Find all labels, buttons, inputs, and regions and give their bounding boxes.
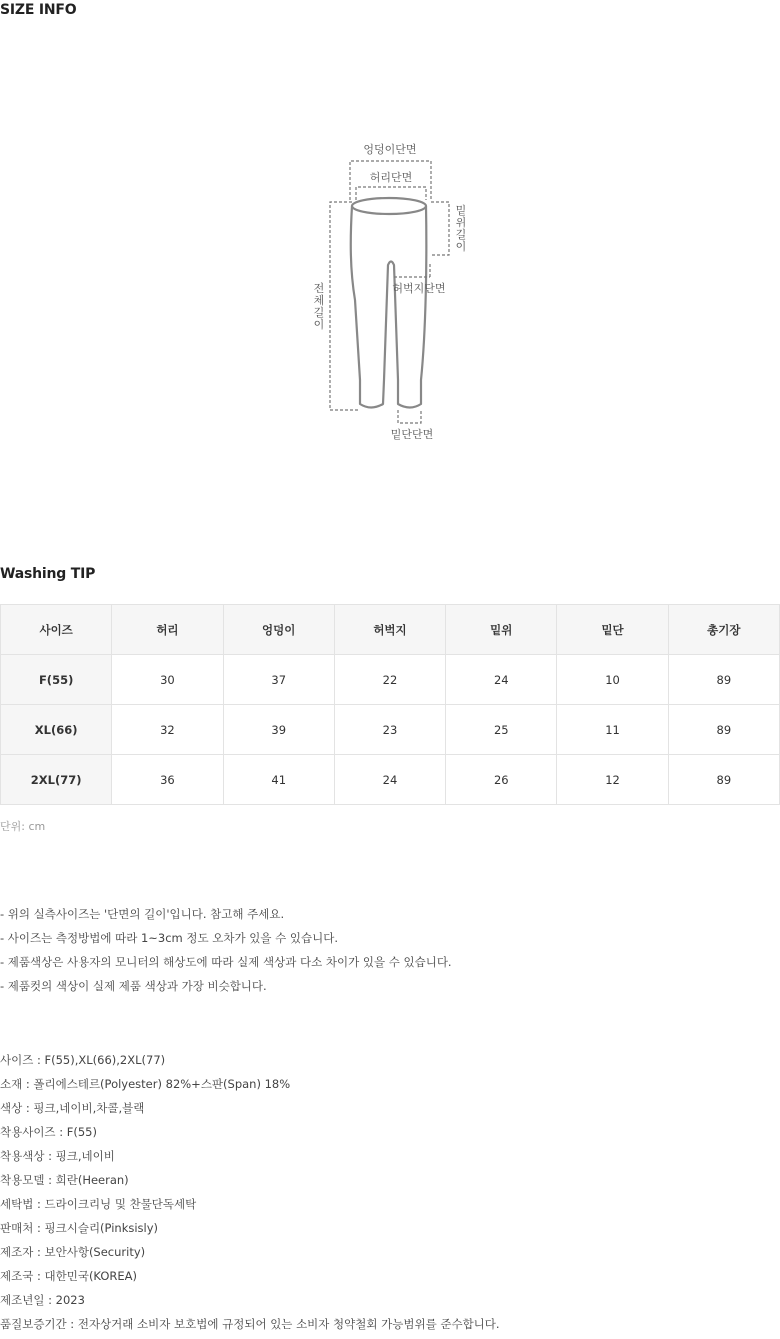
label-length-char: 이 bbox=[313, 318, 325, 331]
table-cell: 24 bbox=[334, 755, 445, 805]
header-thigh: 허벅지 bbox=[334, 605, 445, 655]
table-cell: 41 bbox=[223, 755, 334, 805]
list-item: 색상 : 핑크,네이비,차콜,블랙 bbox=[0, 1101, 145, 1115]
table-cell-size: F(55) bbox=[1, 655, 112, 705]
size-info-title: SIZE INFO bbox=[0, 2, 77, 18]
unit-note: 단위: cm bbox=[0, 820, 46, 833]
header-size: 사이즈 bbox=[1, 605, 112, 655]
label-thigh: 허벅지단면 bbox=[392, 282, 446, 295]
label-rise-char: 위 bbox=[455, 216, 467, 229]
table-cell: 24 bbox=[446, 655, 557, 705]
label-length-char: 길 bbox=[313, 306, 325, 319]
list-item: 착용색상 : 핑크,네이비 bbox=[0, 1149, 115, 1163]
label-rise-char: 밑 bbox=[455, 204, 467, 217]
header-total-length: 총기장 bbox=[668, 605, 779, 655]
table-row bbox=[1, 655, 780, 705]
list-item: - 위의 실측사이즈는 '단면의 길이'입니다. 참고해 주세요. bbox=[0, 907, 285, 921]
label-rise-char: 길 bbox=[455, 228, 467, 241]
table-cell: 32 bbox=[112, 705, 223, 755]
list-item: - 사이즈는 측정방법에 따라 1~3cm 정도 오차가 있을 수 있습니다. bbox=[0, 931, 339, 945]
table-cell: 89 bbox=[668, 755, 779, 805]
table-cell: 89 bbox=[668, 705, 779, 755]
washing-tip-title: Washing TIP bbox=[0, 566, 96, 582]
table-cell: 39 bbox=[223, 705, 334, 755]
list-item: 착용사이즈 : F(55) bbox=[0, 1125, 97, 1139]
table-cell-size: XL(66) bbox=[1, 705, 112, 755]
label-length bbox=[314, 281, 325, 331]
list-item: 제조년일 : 2023 bbox=[0, 1293, 85, 1307]
table-cell-size: 2XL(77) bbox=[1, 755, 112, 805]
label-length-char: 전 bbox=[313, 282, 325, 295]
table-header-row bbox=[1, 605, 780, 655]
list-item: 소재 : 폴리에스테르(Polyester) 82%+스판(Span) 18% bbox=[0, 1077, 291, 1091]
pants-size-diagram bbox=[0, 130, 780, 460]
table-row bbox=[1, 755, 780, 805]
header-hip: 엉덩이 bbox=[223, 605, 334, 655]
label-length-char: 체 bbox=[313, 294, 325, 307]
label-hem: 밑단단면 bbox=[390, 428, 434, 441]
pants-outline bbox=[351, 198, 427, 408]
list-item: 세탁법 : 드라이크리닝 및 찬물단독세탁 bbox=[0, 1197, 197, 1211]
list-item: - 제품컷의 색상이 실제 제품 색상과 가장 비슷합니다. bbox=[0, 979, 267, 993]
table-cell: 89 bbox=[668, 655, 779, 705]
header-hem: 밑단 bbox=[557, 605, 668, 655]
label-rise-char: 이 bbox=[455, 240, 467, 253]
table-cell: 10 bbox=[557, 655, 668, 705]
table-cell: 25 bbox=[446, 705, 557, 755]
product-specs bbox=[0, 1051, 500, 1339]
table-cell: 23 bbox=[334, 705, 445, 755]
header-waist: 허리 bbox=[112, 605, 223, 655]
table-cell: 12 bbox=[557, 755, 668, 805]
table-row bbox=[1, 705, 780, 755]
label-waist: 허리단면 bbox=[369, 171, 413, 184]
table-cell: 37 bbox=[223, 655, 334, 705]
label-hip: 엉덩이단면 bbox=[363, 143, 417, 156]
header-rise: 밑위 bbox=[446, 605, 557, 655]
table-cell: 26 bbox=[446, 755, 557, 805]
label-rise bbox=[456, 203, 467, 253]
table-cell: 36 bbox=[112, 755, 223, 805]
list-item: 제조국 : 대한민국(KOREA) bbox=[0, 1269, 138, 1283]
table-cell: 30 bbox=[112, 655, 223, 705]
list-item: 착용모델 : 희란(Heeran) bbox=[0, 1173, 129, 1187]
list-item: 제조자 : 보안사항(Security) bbox=[0, 1245, 146, 1259]
list-item: 품질보증기간 : 전자상거래 소비자 보호법에 규정되어 있는 소비자 청약철회 가능범위를 준수합니다. bbox=[0, 1317, 500, 1331]
table-cell: 11 bbox=[557, 705, 668, 755]
list-item: - 제품색상은 사용자의 모니터의 해상도에 따라 실제 색상과 다소 차이가 있을 수 있습니다. bbox=[0, 955, 452, 969]
table-cell: 22 bbox=[334, 655, 445, 705]
list-item: 사이즈 : F(55),XL(66),2XL(77) bbox=[0, 1053, 166, 1067]
size-notes bbox=[0, 905, 452, 1001]
size-table bbox=[0, 604, 780, 805]
list-item: 판매처 : 핑크시슬리(Pinksisly) bbox=[0, 1221, 159, 1235]
